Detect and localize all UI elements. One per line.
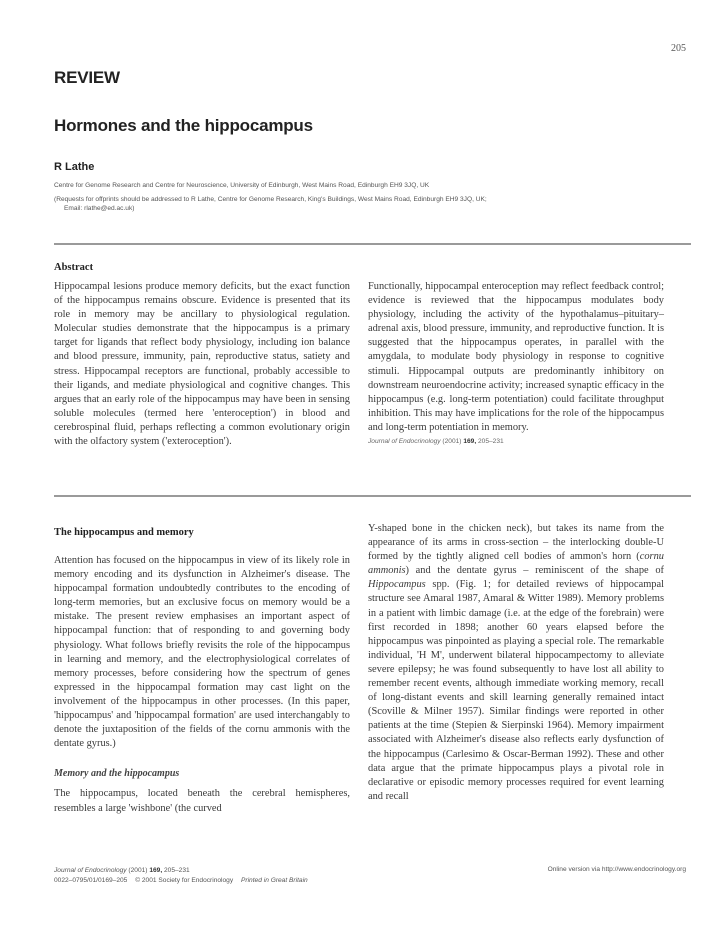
abstract-left-column (54, 280, 350, 449)
text-run: spp. (Fig. 1; for detailed reviews of hippocampal structure see Amaral 1987, Amaral & Witter 1989). Memory problems in a patient with limbic damage (i.e. at the edge of the forebrain) were first recorded in 1898; another 60 years elapsed before the hippocampus was pinpointed as playing a special role. The remarkable individual, 'H M', underwent bilateral hippocampectomy to alleviate severe epilepsy; he was found subsequently to have lost all ability to remember recent events, although immediate working memory, recall of long-distant events and skill learning generally remained intact (Scoville & Milner 1957). Similar findings were reported in other patients at the time (Stepien & Sierpinski 1964). Memory impairment associated with Alzheimer's disease also reflects early dysfunction of the hippocampus (Carlesimo & Oscar-Berman 1992). These and other data argue that the primate hippocampus plays a pivotal role in declarative or episodic memory processes required for event learning and recall (368, 579, 664, 802)
author-name: R Lathe (54, 161, 95, 173)
footer-pages: 205–231 (164, 867, 190, 874)
footer-issn: 0022–0795/01/0169–205 (54, 877, 128, 884)
abstract-text-right: Functionally, hippocampal enteroception may reflect feedback control; evidence is reviewed that the hippocampus modulates body physiology, including the activity of the hypothalamus–pituitary–adrenal axis, blood pressure, immunity, and reproductive function. It is suggested that the hippocampus operates, in parallel with the amygdala, to modulate body physiology in response to cognitive stimuli. Hippocampal outputs are predominantly inhibitory on downstream neuroendocrine activity; increased synaptic efficacy in the hippocampus (e.g. long-term potentiation) could facilitate throughput inhibition. This may have implications for the role of the hippocampus and long-term potentiation in memory. (368, 281, 664, 433)
article-category: REVIEW (54, 68, 120, 87)
footer-copyright: © 2001 Society for Endocrinology (135, 877, 234, 884)
section-heading: The hippocampus and memory (54, 527, 194, 538)
citation-volume: 169, (463, 438, 477, 446)
author-email[interactable]: Email: rlathe@ed.ac.uk) (64, 205, 135, 212)
footer-online-link[interactable]: Online version via http://www.endocrinology.org (547, 866, 686, 873)
footer-volume: 169, (149, 867, 163, 874)
citation-journal: Journal of Endocrinology (368, 438, 441, 446)
footer-issn-line (54, 876, 308, 886)
text-run: Y-shaped bone in the chicken neck), but takes its name from the appearance of its arms in cross-section – the interlocking double-U formed by the tightly aligned cell bodies of ammon's horn ( (368, 523, 664, 563)
reprint-request (54, 195, 634, 213)
footer-journal: Journal of Endocrinology (54, 867, 127, 874)
abstract-right-column (368, 280, 664, 448)
body-paragraph-1: Attention has focused on the hippocampus in view of its likely role in memory encoding and its dysfunction in Alzheimer's disease. The hippocampal formation undoubtedly contributes to the encoding of long-term memories, but an exclusive focus on memory would be a mistake. The present review emphasises an important aspect of hippocampal function: that of responding to and governing body physiology. What follows briefly revisits the role of the hippocampus in learning and memory, and the electrophysiological correlates of memory processes, before considering how the spectrum of genes expressed in the hippocampal formation may cast light on the involvement of the hippocampus in other processes. (In this paper, 'hippocampus' and 'hippocampal formation' are used interchangably to denote the juxtaposition of the fields of the cornu ammonis with the dentate gyrus.) (54, 555, 350, 750)
body-paragraph-2-start: The hippocampus, located beneath the cerebral hemispheres, resembles a large 'wishbone' (the curved (54, 788, 350, 814)
citation-year: (2001) (442, 438, 462, 446)
divider-top (54, 243, 691, 245)
body-right-column (368, 522, 664, 804)
footer-journal-line (54, 866, 308, 876)
body-paragraph-2-continued (368, 522, 664, 804)
body-left-column (54, 554, 350, 816)
subsection-heading: Memory and the hippocampus (54, 768, 180, 780)
text-run-italic: Hippocampus (368, 579, 426, 591)
article-title: Hormones and the hippocampus (54, 116, 313, 135)
reprint-request-text: (Requests for offprints should be addressed to R Lathe, Centre for Genome Research, King's Buildings, West Mains Road, Edinburgh EH9 3JQ, UK; (54, 196, 487, 203)
text-run-italic: cornu ammonis (368, 551, 664, 577)
abstract-heading: Abstract (54, 262, 94, 273)
abstract-citation (368, 436, 664, 448)
footer-citation (54, 866, 308, 886)
page-number: 205 (671, 43, 686, 54)
footer-printed: Printed in Great Britain (241, 877, 308, 884)
text-run: ) and the dentate gyrus – reminiscent of the shape of (405, 565, 664, 577)
abstract-text-left: Hippocampal lesions produce memory deficits, but the exact function of the hippocampus remains obscure. Evidence is presented that its role in memory may be ancillary to physiological regulation. Molecular studies demonstrate that the hippocampus is a primary target for ligands that reflect body physiology, including ion balance and blood pressure, immunity, pain, reproductive status, satiety and stress. Hippocampal receptors are functional, probably accessible to their ligands, and mediate physiological and cognitive changes. This argues that an early role of the hippocampus may have been in sensing soluble molecules (termed here 'enteroception') in blood and cerebrospinal fluid, perhaps reflecting a common evolutionary origin with the olfactory system ('exteroception'). (54, 281, 350, 448)
divider-mid (54, 495, 691, 497)
footer-year: (2001) (128, 867, 148, 874)
citation-pages: 205–231 (478, 438, 504, 446)
author-affiliation: Centre for Genome Research and Centre for Neuroscience, University of Edinburgh, West Mains Road, Edinburgh EH9 3JQ, UK (54, 182, 430, 189)
